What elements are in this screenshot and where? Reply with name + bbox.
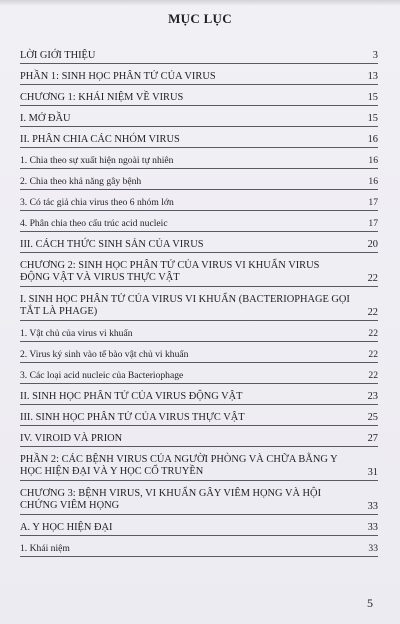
toc-entry-title: I. MỞ ĐẦU xyxy=(20,113,71,124)
toc-entry-title: 2. Virus ký sinh vào tế bào vật chủ vi khuẩn xyxy=(20,349,189,360)
toc-entry xyxy=(20,155,378,169)
page-number: 5 xyxy=(367,596,373,610)
toc-entry-page: 16 xyxy=(368,155,378,166)
toc-entry-title: I. SINH HỌC PHÂN TỬ CỦA VIRUS VI KHUẨN (BACTERIOPHAGE GỌI TẮT LÀ PHAGE) xyxy=(20,294,350,317)
toc-entry-title: 3. Các loại acid nucleic của Bacteriophage xyxy=(20,370,184,381)
toc-entry-title: PHẦN 2: CÁC BỆNH VIRUS CỦA NGƯỜI PHÒNG VÀ CHỮA BẰNG Y HỌC HIỆN ĐẠI VÀ Y HỌC CỔ TRUYỀN xyxy=(20,454,338,477)
toc-entry xyxy=(20,113,378,127)
toc-entry-page: 33 xyxy=(367,522,378,533)
toc-entry-page: 27 xyxy=(367,433,378,444)
toc-entry xyxy=(20,260,378,287)
toc-entry xyxy=(20,92,378,106)
toc-entry-page: 17 xyxy=(368,218,378,229)
toc-entry xyxy=(20,370,378,384)
toc-entry-title: PHẦN 1: SINH HỌC PHÂN TỬ CỦA VIRUS xyxy=(20,71,216,82)
toc-entry xyxy=(20,328,378,342)
toc-entry-page: 16 xyxy=(368,176,378,187)
toc-entry-title: 1. Chia theo sự xuất hiện ngoài tự nhiên xyxy=(20,155,174,166)
toc-entry-page: 15 xyxy=(367,113,378,124)
toc-entry-title: II. SINH HỌC PHÂN TỬ CỦA VIRUS ĐỘNG VẬT xyxy=(20,391,243,402)
table-of-contents xyxy=(20,50,378,564)
page-edge-shadow xyxy=(0,0,400,6)
toc-entry xyxy=(20,197,378,211)
toc-entry xyxy=(20,218,378,232)
toc-entry xyxy=(20,522,378,536)
toc-entry xyxy=(20,294,378,321)
toc-entry xyxy=(20,433,378,447)
toc-entry-page: 33 xyxy=(367,501,378,512)
toc-entry xyxy=(20,349,378,363)
toc-entry-page: 17 xyxy=(368,197,378,208)
toc-entry xyxy=(20,412,378,426)
toc-entry-title: CHƯƠNG 2: SINH HỌC PHÂN TỬ CỦA VIRUS VI KHUẨN VIRUS ĐỘNG VẬT VÀ VIRUS THỰC VẬT xyxy=(20,260,320,283)
toc-entry-page: 33 xyxy=(368,543,378,554)
toc-entry xyxy=(20,176,378,190)
toc-entry xyxy=(20,391,378,405)
toc-entry-page: 25 xyxy=(367,412,378,423)
toc-entry-title: LỜI GIỚI THIỆU xyxy=(20,50,96,61)
toc-entry xyxy=(20,134,378,148)
toc-entry-title: IV. VIROID VÀ PRION xyxy=(20,433,123,444)
toc-entry-page: 20 xyxy=(367,239,378,250)
toc-entry xyxy=(20,488,378,515)
toc-entry xyxy=(20,239,378,253)
toc-entry-page: 16 xyxy=(367,134,378,145)
toc-entry-page: 15 xyxy=(367,92,378,103)
toc-entry-page: 22 xyxy=(368,370,378,381)
toc-entry xyxy=(20,454,378,481)
toc-entry-title: CHƯƠNG 3: BỆNH VIRUS, VI KHUẨN GÂY VIÊM HỌNG VÀ HỘI CHỨNG VIÊM HỌNG xyxy=(20,488,322,511)
toc-entry-title: 2. Chia theo khả năng gây bệnh xyxy=(20,176,142,187)
toc-entry-page: 22 xyxy=(367,307,378,318)
toc-entry-title: III. SINH HỌC PHÂN TỬ CỦA VIRUS THỰC VẬT xyxy=(20,412,245,423)
toc-entry-title: 3. Có tác giả chia virus theo 6 nhóm lớn xyxy=(20,197,174,208)
toc-entry-page: 3 xyxy=(372,50,378,61)
toc-entry-page: 22 xyxy=(368,328,378,339)
toc-entry-page: 22 xyxy=(367,273,378,284)
toc-entry xyxy=(20,543,378,557)
page-title: MỤC LỤC xyxy=(168,11,232,26)
toc-entry-page: 23 xyxy=(367,391,378,402)
toc-entry-title: A. Y HỌC HIỆN ĐẠI xyxy=(20,522,113,533)
toc-entry-title: III. CÁCH THỨC SINH SẢN CỦA VIRUS xyxy=(20,239,204,250)
toc-entry xyxy=(20,50,378,64)
toc-entry-title: CHƯƠNG 1: KHÁI NIỆM VỀ VIRUS xyxy=(20,92,184,103)
toc-entry-page: 31 xyxy=(367,467,378,478)
toc-entry-title: 1. Vật chủ của virus vi khuẩn xyxy=(20,328,133,339)
toc-entry xyxy=(20,71,378,85)
toc-entry-page: 13 xyxy=(367,71,378,82)
toc-entry-title: 1. Khái niệm xyxy=(20,543,70,554)
toc-entry-title: 4. Phân chia theo cấu trúc acid nucleic xyxy=(20,218,168,229)
toc-entry-title: II. PHÂN CHIA CÁC NHÓM VIRUS xyxy=(20,134,180,145)
toc-entry-page: 22 xyxy=(368,349,378,360)
